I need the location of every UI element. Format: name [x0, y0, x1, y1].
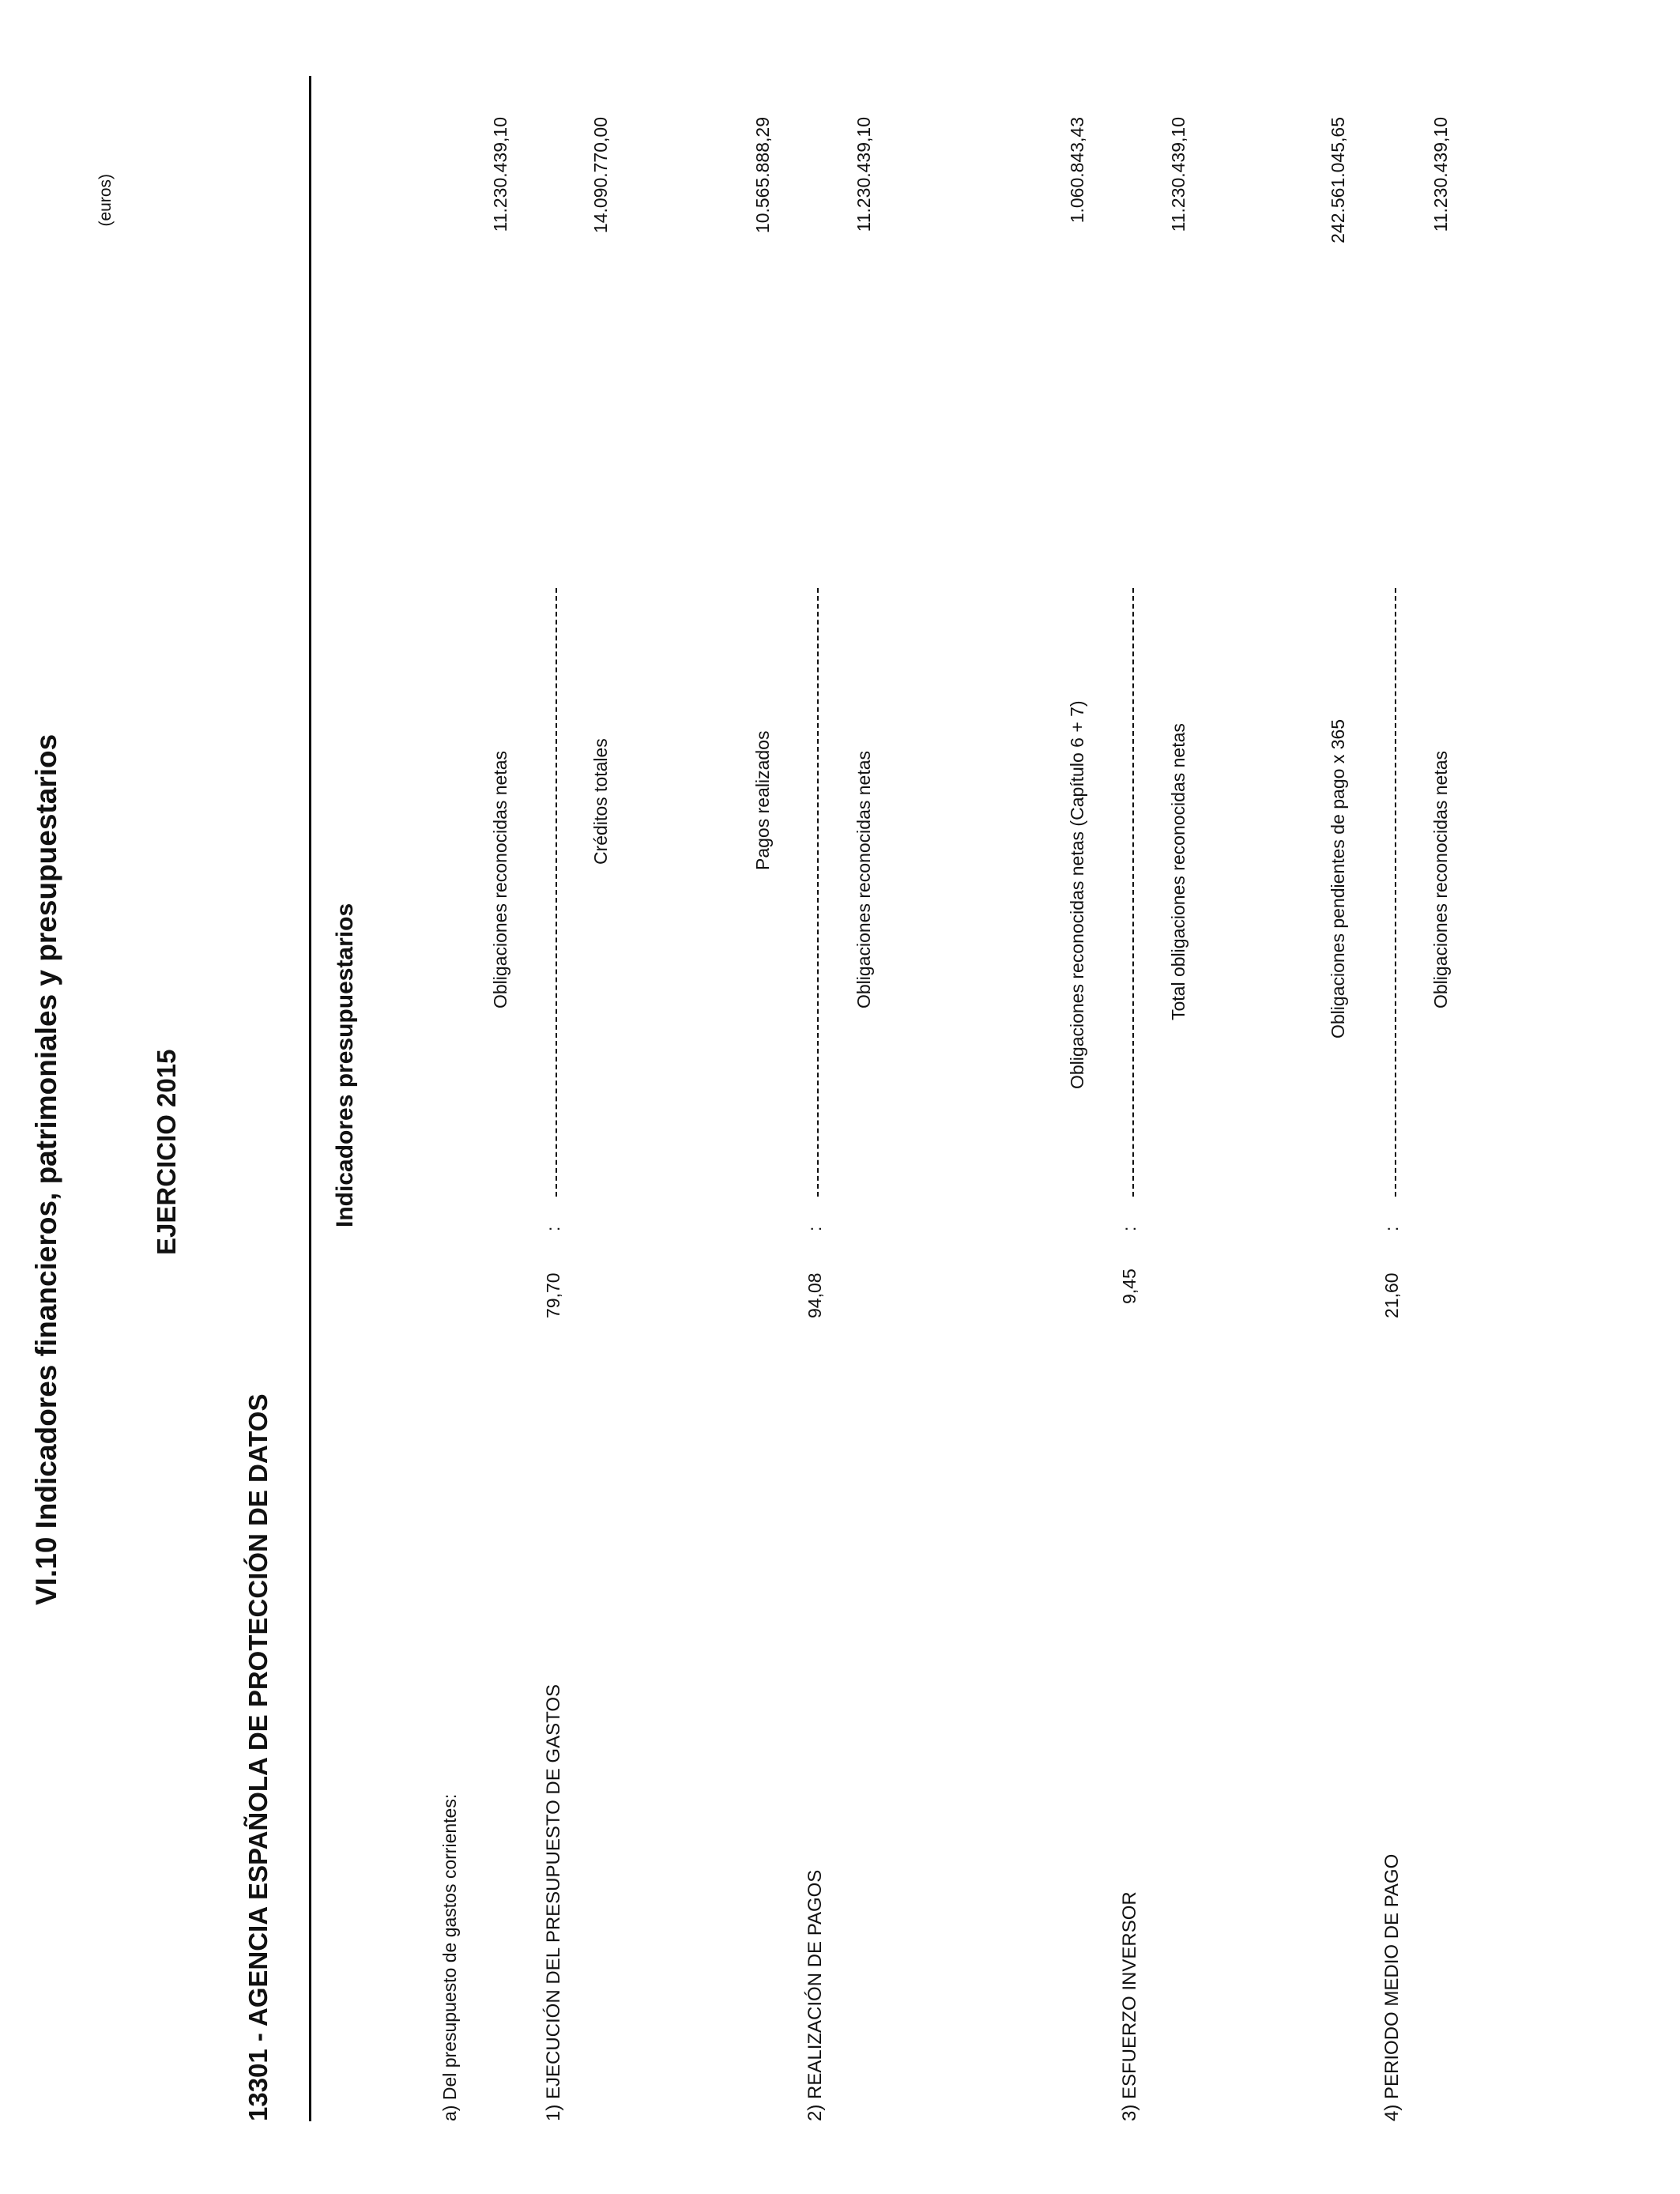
- report-title: VI.10 Indicadores financieros, patrimoniales y presupuestarios: [30, 733, 62, 1605]
- numerator-value: 1.060.843,43: [1067, 117, 1087, 224]
- indicator-value: 21,60: [1381, 1272, 1402, 1318]
- indicator-separator: :: [804, 1226, 825, 1231]
- numerator-value: 10.565.888,29: [752, 117, 773, 234]
- indicator-label: 1) EJECUCIÓN DEL PRESUPUESTO DE GASTOS: [543, 1683, 564, 2121]
- denominator-value: 11.230.439,10: [853, 117, 874, 232]
- indicator-separator: :: [543, 1226, 563, 1231]
- indicator-value: 9,45: [1119, 1269, 1139, 1304]
- subsection-label: a) Del presupuesto de gastos corrientes:: [439, 1793, 460, 2121]
- section-title: Indicadores presupuestarios: [332, 903, 358, 1227]
- units-label: (euros): [96, 174, 115, 227]
- numerator-value: 11.230.439,10: [490, 117, 510, 232]
- fraction-line: [1132, 588, 1134, 1197]
- indicator-value: 94,08: [804, 1272, 825, 1318]
- fraction-line: [556, 588, 557, 1197]
- numerator-label: Obligaciones reconocidas netas (Capítulo 6 + 7): [1067, 700, 1087, 1089]
- header-divider: [309, 76, 311, 2121]
- denominator-label: Total obligaciones reconocidas netas: [1168, 723, 1188, 1020]
- indicator-label: 4) PERIODO MEDIO DE PAGO: [1381, 1853, 1403, 2121]
- denominator-value: 11.230.439,10: [1430, 117, 1451, 232]
- denominator-label: Obligaciones reconocidas netas: [1430, 750, 1451, 1008]
- indicator-separator: :: [1119, 1226, 1139, 1231]
- denominator-value: 14.090.770,00: [590, 117, 611, 234]
- numerator-label: Obligaciones reconocidas netas: [490, 750, 510, 1008]
- denominator-value: 11.230.439,10: [1168, 117, 1188, 232]
- fraction-line: [1395, 588, 1396, 1197]
- numerator-label: Pagos realizados: [752, 730, 773, 870]
- denominator-label: Créditos totales: [590, 738, 611, 865]
- fiscal-year: EJERCICIO 2015: [152, 1049, 181, 1255]
- indicator-value: 79,70: [543, 1272, 563, 1318]
- numerator-label: Obligaciones pendientes de pago x 365: [1328, 718, 1348, 1039]
- entity-title: 13301 - AGENCIA ESPAÑOLA DE PROTECCIÓN DE DATOS: [243, 1393, 273, 2121]
- numerator-value: 242.561.045,65: [1328, 117, 1348, 243]
- indicator-label: 2) REALIZACIÓN DE PAGOS: [804, 1869, 826, 2121]
- fraction-line: [817, 588, 819, 1197]
- indicator-separator: :: [1381, 1226, 1402, 1231]
- denominator-label: Obligaciones reconocidas netas: [853, 750, 874, 1008]
- indicator-label: 3) ESFUERZO INVERSOR: [1119, 1891, 1140, 2121]
